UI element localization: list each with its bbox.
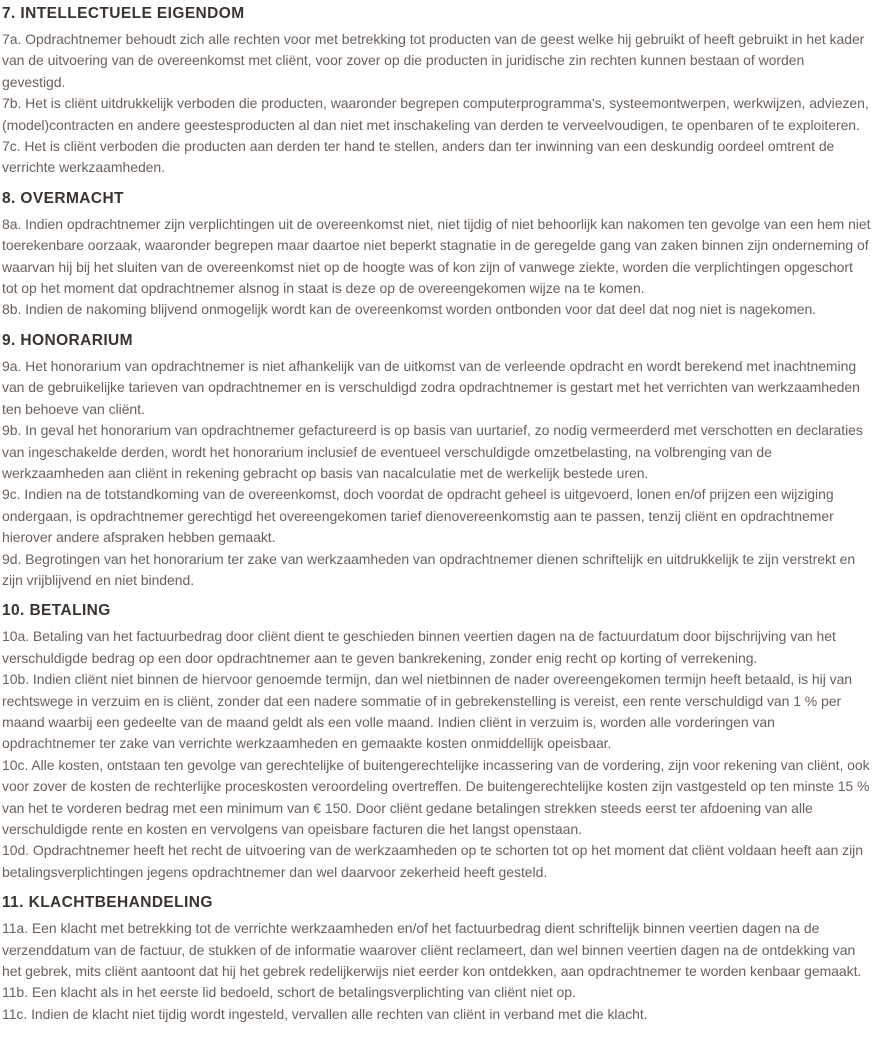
section-overmacht bbox=[2, 191, 871, 321]
paragraph-10a: 10a. Betaling van het factuurbedrag door cliënt dient te geschieden binnen veertien dagen na de factuurdatum door bijschrijving van het verschuldigde bedrag op een door opdrachtnemer aan te geven bankrekening, zonder enig recht op korting of verrekening. bbox=[2, 628, 836, 666]
section-betaling bbox=[2, 603, 871, 883]
section-honorarium bbox=[2, 333, 871, 591]
section-heading: 9. HONORARIUM bbox=[2, 331, 133, 349]
paragraph-10d: 10d. Opdrachtnemer heeft het recht de uitvoering van de werkzaamheden op te schorten tot op het moment dat cliënt voldaan heeft aan zijn betalingsverplichtingen jegens opdrachtnemer dan wel daarvoor zekerheid heeft gesteld. bbox=[2, 842, 863, 880]
paragraph-7c: 7c. Het is cliënt verboden die producten aan derden ter hand te stellen, anders dan ter inwinning van een deskundig oordeel omtrent de verrichte werkzaamheden. bbox=[2, 138, 835, 176]
paragraph-9d: 9d. Begrotingen van het honorarium ter zake van werkzaamheden van opdrachtnemer dienen schriftelijk en uitdrukkelijk te zijn verstrekt en zijn vrijblijvend en niet bindend. bbox=[2, 550, 856, 588]
section-heading: 8. OVERMACHT bbox=[2, 189, 124, 207]
paragraph-11c: 11c. Indien de klacht niet tijdig wordt ingesteld, vervallen alle rechten van cliënt in verband met die klacht. bbox=[2, 1005, 648, 1022]
section-heading: 10. BETALING bbox=[2, 602, 111, 620]
section-heading: 11. KLACHTBEHANDELING bbox=[2, 894, 213, 912]
paragraph-9b: 9b. In geval het honorarium van opdrachtnemer gefactureerd is op basis van uurtarief, zo nodig vermeerderd met verschotten en declaraties van ingeschakelde derden, wordt het honorarium inclusief de eventueel verschuldigde omzetbelasting, na volbrenging van de werkzaamheden aan cliënt in rekening gebracht op basis van nacalculatie met de werkelijk bestede uren. bbox=[2, 422, 863, 481]
paragraph-8a: 8a. Indien opdrachtnemer zijn verplichtingen uit de overeenkomst niet, niet tijdig of niet behoorlijk kan nakomen ten gevolge van een hem niet toerekenbare oorzaak, waaronder begrepen maar daartoe niet beperkt stagnatie in de geregelde gang van zaken binnen zijn onderneming of waarvan hij bij het sluiten van de overeenkomst niet op de hoogte was of kon zijn of vanwege ziekte, worden die verplichtingen opgeschort tot op het moment dat opdrachtnemer alsnog in staat is deze op de overeengekomen wijze na te komen. bbox=[2, 215, 871, 297]
paragraph-7b: 7b. Het is cliënt uitdrukkelijk verboden die producten, waaronder begrepen computerprogramma's, systeemontwerpen, werkwijzen, adviezen, (model)contracten en andere geestesproducten al dan niet met inschakeling van derden te verveelvoudigen, te openbaren of te exploiteren. bbox=[2, 95, 869, 133]
paragraph-11b: 11b. Een klacht als in het eerste lid bedoeld, schort de betalingsverplichting van cliënt niet op. bbox=[2, 984, 576, 1001]
section-heading: 7. INTELLECTUELE EIGENDOM bbox=[2, 5, 245, 22]
paragraph-11a: 11a. Een klacht met betrekking tot de verrichte werkzaamheden en/of het factuurbedrag dient schriftelijk binnen veertien dagen na de verzenddatum van de factuur, de stukken of de informatie waarover cliënt reclameert, dan wel binnen veertien dagen na de ontdekking van het gebrek, mits cliënt aantoont dat hij het gebrek redelijkerwijs niet eerder kon ontdekken, aan opdrachtnemer te worden kenbaar gemaakt. bbox=[2, 920, 862, 980]
paragraph-10b: 10b. Indien cliënt niet binnen de hiervoor genoemde termijn, dan wel nietbinnen de nader overeengekomen termijn heeft betaald, is hij van rechtswege in verzuim en is cliënt, zonder dat een nadere sommatie of in gebrekenstelling is vereist, een rente verschuldigd van 1 % per maand waarbij een gedeelte van de maand geldt als een volle maand. Indien cliënt in verzuim is, worden alle vorderingen van opdrachtnemer ter zake van verrichte werkzaamheden en gemaakte kosten onmiddellijk opeisbaar. bbox=[2, 671, 853, 752]
section-intellectuele-eigendom bbox=[2, 6, 871, 179]
paragraph-9c: 9c. Indien na de totstandkoming van de overeenkomst, doch voordat de opdracht geheel is uitgevoerd, lonen en/of prijzen een wijziging ondergaan, is opdrachtnemer gerechtigd het overeengekomen tarief dienovereenkomstig aan te passen, tenzij cliënt en opdrachtnemer hierover andere afspraken hebben gemaakt. bbox=[2, 486, 834, 546]
paragraph-9a: 9a. Het honorarium van opdrachtnemer is niet afhankelijk van de uitkomst van de verleende opdracht en wordt berekend met inachtneming van de gebruikelijke tarieven van opdrachtnemer en is verschuldigd zodra opdrachtnemer is gestart met het verrichten van werkzaamheden ten behoeve van cliënt. bbox=[2, 357, 860, 417]
paragraph-8b: 8b. Indien de nakoming blijvend onmogelijk wordt kan de overeenkomst worden ontbonden voor dat deel dat nog niet is nagekomen. bbox=[2, 301, 817, 318]
section-klachtbehandeling bbox=[2, 895, 871, 1025]
paragraph-7a: 7a. Opdrachtnemer behoudt zich alle rechten voor met betrekking tot producten van de geest welke hij gebruikt of heeft gebruikt in het kader van de uitvoering van de overeenkomst met cliënt, voor zover op die producten in juridische zin rechten kunnen bestaan of worden gevestigd. bbox=[2, 31, 865, 90]
paragraph-10c: 10c. Alle kosten, ontstaan ten gevolge van gerechtelijke of buitengerechtelijke incassering van de vordering, zijn voor rekening van cliënt, ook voor zover de kosten de rechterlijke proceskosten veroordeling overtreffen. De buitengerechtelijke kosten zijn vastgesteld op ten minste 15 % van het te vorderen bedrag met een minimum van € 150. Door cliënt gedane betalingen strekken steeds eerst ter afdoening van alle verschuldigde rente en kosten en vervolgens van opeisbare facturen die het langst openstaan. bbox=[2, 756, 870, 837]
